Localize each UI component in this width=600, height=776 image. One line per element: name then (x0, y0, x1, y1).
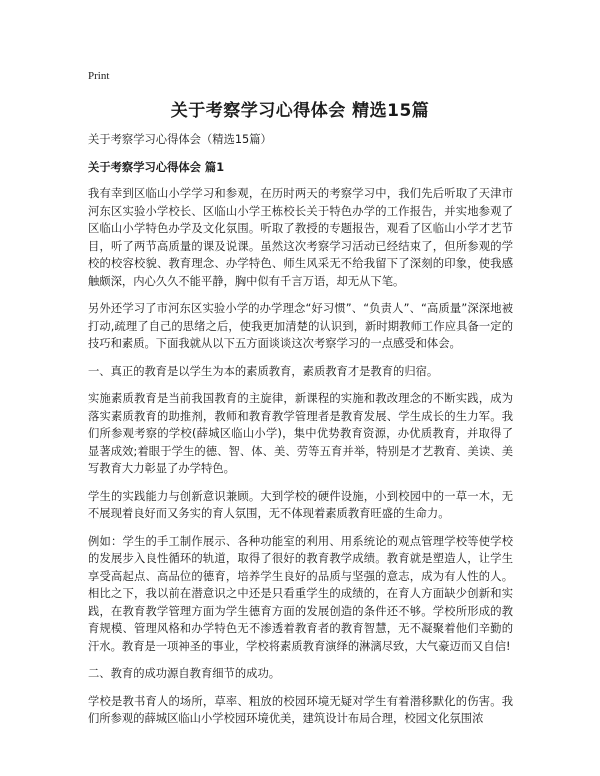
paragraph-practice-ability: 学生的实践能力与创新意识兼顾。大到学校的硬件设施，小到校园中的一草一木，无不展现着良好而又务实的育人氛围，无不体现着素质教育旺盛的生命力。 (88, 489, 513, 520)
print-link[interactable]: Print (88, 70, 110, 82)
document-title: 关于考察学习心得体会 精选15篇 (170, 101, 430, 121)
document-body (88, 131, 513, 738)
paragraph-heading-one: 一、真正的教育是以学生为本的素质教育，素质教育才是教育的归宿。 (88, 364, 439, 378)
paragraph-quality-education: 实施素质教育是当前我国教育的主旋律，新课程的实施和教改理念的不断实践，成为落实素质教育的助推剂，教师和教育教学管理者是教育发展、学生成长的生力军。我们所参观考察的学校(薛城区临山小学)，集中优势教育资源，办优质教育，并取得了显著成效;着眼于学生的德、智、体、美、劳等五育并举，特别是才艺教育、美读、美写教育大力彰显了办学特色。 (88, 392, 513, 475)
paragraph-study-summary: 另外还学习了市河东区实验小学的办学理念“好习惯”、“负责人”、“高质量”深深地被打动,疏理了自己的思绪之后，使我更加清楚的认识到，新时期教师工作应具备一定的技巧和素质。下面我就从以下五方面谈谈这次考察学习的一点感受和体会。 (88, 302, 513, 350)
paragraph-campus-environment: 学校是教书育人的场所，草率、粗放的校园环境无疑对学生有着潜移默化的伤害。我们所参观的薛城区临山小学校园环境优美，建筑设计布局合理，校园文化氛围浓 (88, 694, 513, 725)
section-heading: 关于考察学习心得体会 篇1 (88, 160, 225, 174)
document-subtitle: 关于考察学习心得体会（精选15篇） (88, 133, 272, 146)
paragraph-heading-two: 二、教育的成功源自教育细节的成功。 (88, 667, 281, 680)
paragraph-intro: 我有幸到区临山小学学习和参观，在历时两天的考察学习中，我们先后听取了天津市河东区实验小学校长、区临山小学王栋校长关于特色办学的工作报告，并实地参观了区临山小学特色办学及文化氛围。听取了教授的专题报告，观看了区临山小学才艺节目，听了两节高质量的课及说课。虽然这次考察学习活动已经结束了，但所参观的学校的校容校貌、教育理念、办学特色、师生风采无不给我留下了深刻的印象，使我感触颇深，内心久久不能平静，胸中似有千言万语，却无从下笔。 (88, 187, 513, 288)
paragraph-example: 例如：学生的手工制作展示、各种功能室的利用、用系统论的观点管理学校等使学校的发展步入良性循环的轨道，取得了很好的教育教学成绩。教育就是塑造人，让学生享受高起点、高品位的德育，培养学生良好的品质与坚强的意志，成为有人性的人。相比之下，我以前在潜意识之中还是只看重学生的成绩的，在育人方面缺少创新和实践，在教育教学管理方面为学生德育方面的发展创造的条件还不够。学校所形成的教育规模、管理风格和办学特色无不渗透着教育者的教育智慧，无不凝聚着他们辛勤的汗水。教育是一项神圣的事业，学校将素质教育演绎的淋漓尽致，大气豪迈而又自信! (88, 534, 513, 653)
